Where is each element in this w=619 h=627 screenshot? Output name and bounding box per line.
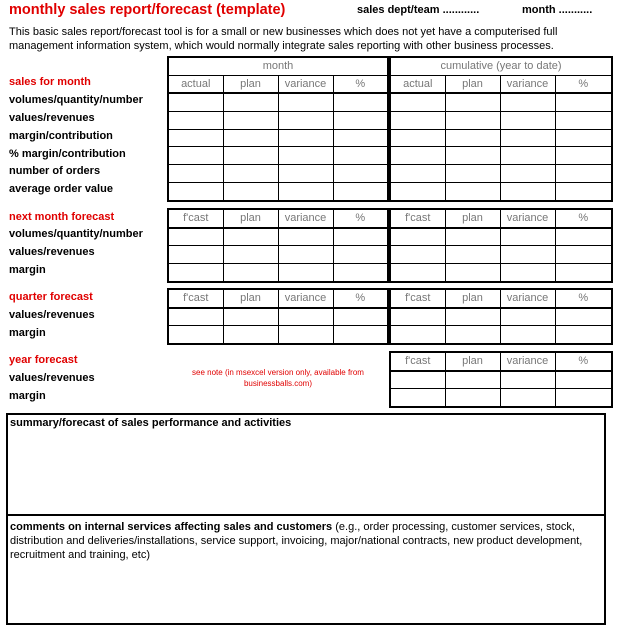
col-header: % — [555, 352, 612, 371]
input-cell[interactable] — [223, 165, 278, 183]
row-label: values/revenues — [9, 112, 95, 124]
input-cell[interactable] — [445, 326, 500, 344]
input-cell[interactable] — [278, 182, 333, 200]
page-title: monthly sales report/forecast (template) — [9, 2, 286, 18]
col-header: variance — [500, 289, 555, 308]
col-header: plan — [445, 289, 500, 308]
cumulative-group-header: cumulative (year to date) — [390, 57, 612, 75]
input-cell[interactable] — [223, 129, 278, 147]
excel-version-note: see note (in msexcel version only, available from businessballs.com) — [192, 368, 364, 388]
input-cell[interactable] — [278, 129, 333, 147]
input-cell[interactable] — [223, 147, 278, 165]
input-cell[interactable] — [168, 326, 223, 344]
col-header: variance — [500, 209, 555, 228]
input-cell[interactable] — [390, 228, 445, 246]
row-label: % margin/contribution — [9, 148, 126, 160]
input-cell[interactable] — [500, 389, 555, 407]
input-cell[interactable] — [500, 308, 555, 326]
input-cell[interactable] — [390, 112, 445, 130]
input-cell[interactable] — [333, 228, 388, 246]
comments-box-detail: (e.g., order processing, customer services, stock, distribution and deliveries/installations, service support, invoicing, major/national contracts, new product development, recruitment and training, etc) — [10, 521, 583, 561]
input-cell[interactable] — [278, 112, 333, 130]
input-cell[interactable] — [445, 182, 500, 200]
row-label: margin — [9, 264, 46, 276]
month-group-header: month — [168, 57, 388, 75]
input-cell[interactable] — [555, 228, 612, 246]
input-cell[interactable] — [168, 246, 223, 264]
input-cell[interactable] — [223, 246, 278, 264]
col-header: % — [333, 75, 388, 93]
input-cell[interactable] — [500, 129, 555, 147]
input-cell[interactable] — [223, 264, 278, 282]
next-month-forecast-table — [167, 208, 613, 283]
input-cell[interactable] — [555, 147, 612, 165]
input-cell[interactable] — [445, 308, 500, 326]
input-cell[interactable] — [445, 147, 500, 165]
input-cell[interactable] — [223, 112, 278, 130]
input-cell[interactable] — [390, 182, 445, 200]
input-cell[interactable] — [333, 308, 388, 326]
col-header: f'cast — [168, 209, 223, 228]
col-header: % — [555, 289, 612, 308]
input-cell[interactable] — [500, 228, 555, 246]
input-cell[interactable] — [223, 308, 278, 326]
col-header: variance — [500, 352, 555, 371]
input-cell[interactable] — [223, 228, 278, 246]
col-header: actual — [390, 75, 445, 93]
input-cell[interactable] — [278, 264, 333, 282]
row-label: margin/contribution — [9, 130, 113, 142]
input-cell[interactable] — [168, 165, 223, 183]
input-cell[interactable] — [390, 93, 445, 111]
col-header: plan — [445, 209, 500, 228]
comments-box[interactable] — [6, 516, 606, 625]
input-cell[interactable] — [278, 93, 333, 111]
input-cell[interactable] — [555, 264, 612, 282]
input-cell[interactable] — [390, 264, 445, 282]
row-label: volumes/quantity/number — [9, 94, 143, 106]
input-cell[interactable] — [500, 246, 555, 264]
input-cell[interactable] — [278, 147, 333, 165]
summary-box[interactable] — [6, 413, 606, 516]
input-cell[interactable] — [333, 326, 388, 344]
input-cell[interactable] — [333, 147, 388, 165]
intro-text: This basic sales report/forecast tool is for a small or new businesses which does not yet have a computerised full management information system, which would normally integrate sales reporting with other business processes. — [9, 26, 558, 52]
input-cell[interactable] — [500, 326, 555, 344]
section-heading-quarter-forecast: quarter forecast — [9, 291, 93, 303]
input-cell[interactable] — [555, 371, 612, 389]
input-cell[interactable] — [500, 147, 555, 165]
input-cell[interactable] — [278, 228, 333, 246]
input-cell[interactable] — [445, 93, 500, 111]
input-cell[interactable] — [168, 147, 223, 165]
col-header: f'cast — [168, 289, 223, 308]
col-header: variance — [278, 209, 333, 228]
col-header: plan — [445, 75, 500, 93]
col-header: f'cast — [390, 209, 445, 228]
input-cell[interactable] — [390, 246, 445, 264]
col-header: actual — [168, 75, 223, 93]
input-cell[interactable] — [500, 264, 555, 282]
input-cell[interactable] — [555, 112, 612, 130]
input-cell[interactable] — [555, 246, 612, 264]
input-cell[interactable] — [390, 371, 445, 389]
input-cell[interactable] — [445, 389, 500, 407]
input-cell[interactable] — [390, 165, 445, 183]
input-cell[interactable] — [445, 112, 500, 130]
input-cell[interactable] — [445, 165, 500, 183]
col-header: f'cast — [390, 352, 445, 371]
input-cell[interactable] — [223, 326, 278, 344]
comments-box-text — [8, 516, 604, 563]
input-cell[interactable] — [168, 182, 223, 200]
input-cell[interactable] — [500, 93, 555, 111]
input-cell[interactable] — [555, 129, 612, 147]
input-cell[interactable] — [168, 228, 223, 246]
input-cell[interactable] — [500, 182, 555, 200]
sales-dept-label: sales dept/team ............ — [357, 4, 480, 16]
input-cell[interactable] — [168, 129, 223, 147]
row-label: volumes/quantity/number — [9, 228, 143, 240]
input-cell[interactable] — [445, 264, 500, 282]
section-heading-next-month-forecast: next month forecast — [9, 211, 115, 223]
input-cell[interactable] — [333, 93, 388, 111]
input-cell[interactable] — [555, 165, 612, 183]
row-label: values/revenues — [9, 309, 95, 321]
input-cell[interactable] — [555, 308, 612, 326]
comments-box-title: comments on internal services affecting sales and customers — [10, 521, 333, 533]
input-cell[interactable] — [333, 112, 388, 130]
input-cell[interactable] — [555, 389, 612, 407]
section-heading-year-forecast: year forecast — [9, 354, 78, 366]
row-label: margin — [9, 390, 46, 402]
input-cell[interactable] — [390, 389, 445, 407]
input-cell[interactable] — [555, 326, 612, 344]
sales-for-month-table — [167, 56, 613, 202]
input-cell[interactable] — [445, 246, 500, 264]
col-header: % — [555, 209, 612, 228]
col-header: plan — [445, 352, 500, 371]
month-label: month ........... — [522, 4, 593, 16]
input-cell[interactable] — [333, 129, 388, 147]
input-cell[interactable] — [390, 326, 445, 344]
input-cell[interactable] — [500, 112, 555, 130]
input-cell[interactable] — [390, 147, 445, 165]
input-cell[interactable] — [500, 371, 555, 389]
input-cell[interactable] — [390, 308, 445, 326]
col-header: variance — [278, 75, 333, 93]
input-cell[interactable] — [278, 165, 333, 183]
row-label: values/revenues — [9, 246, 95, 258]
input-cell[interactable] — [390, 129, 445, 147]
row-label: number of orders — [9, 165, 101, 177]
col-header: f'cast — [390, 289, 445, 308]
input-cell[interactable] — [168, 93, 223, 111]
input-cell[interactable] — [223, 182, 278, 200]
input-cell[interactable] — [168, 308, 223, 326]
input-cell[interactable] — [333, 246, 388, 264]
section-heading-sales-for-month: sales for month — [9, 76, 91, 88]
input-cell[interactable] — [278, 308, 333, 326]
input-cell[interactable] — [445, 129, 500, 147]
col-header: plan — [223, 289, 278, 308]
input-cell[interactable] — [223, 93, 278, 111]
input-cell[interactable] — [168, 112, 223, 130]
row-label: values/revenues — [9, 372, 95, 384]
input-cell[interactable] — [278, 246, 333, 264]
input-cell[interactable] — [333, 264, 388, 282]
col-header: % — [555, 75, 612, 93]
input-cell[interactable] — [555, 182, 612, 200]
summary-box-title: summary/forecast of sales performance and activities — [10, 417, 292, 429]
col-header: % — [333, 209, 388, 228]
col-header: variance — [278, 289, 333, 308]
input-cell[interactable] — [445, 371, 500, 389]
input-cell[interactable] — [333, 165, 388, 183]
input-cell[interactable] — [445, 228, 500, 246]
year-forecast-table — [389, 351, 613, 408]
input-cell[interactable] — [555, 93, 612, 111]
input-cell[interactable] — [168, 264, 223, 282]
row-label: average order value — [9, 183, 113, 195]
col-header: plan — [223, 209, 278, 228]
input-cell[interactable] — [333, 182, 388, 200]
input-cell[interactable] — [278, 326, 333, 344]
col-header: variance — [500, 75, 555, 93]
col-header: % — [333, 289, 388, 308]
col-header: plan — [223, 75, 278, 93]
input-cell[interactable] — [500, 165, 555, 183]
quarter-forecast-table — [167, 288, 613, 345]
row-label: margin — [9, 327, 46, 339]
